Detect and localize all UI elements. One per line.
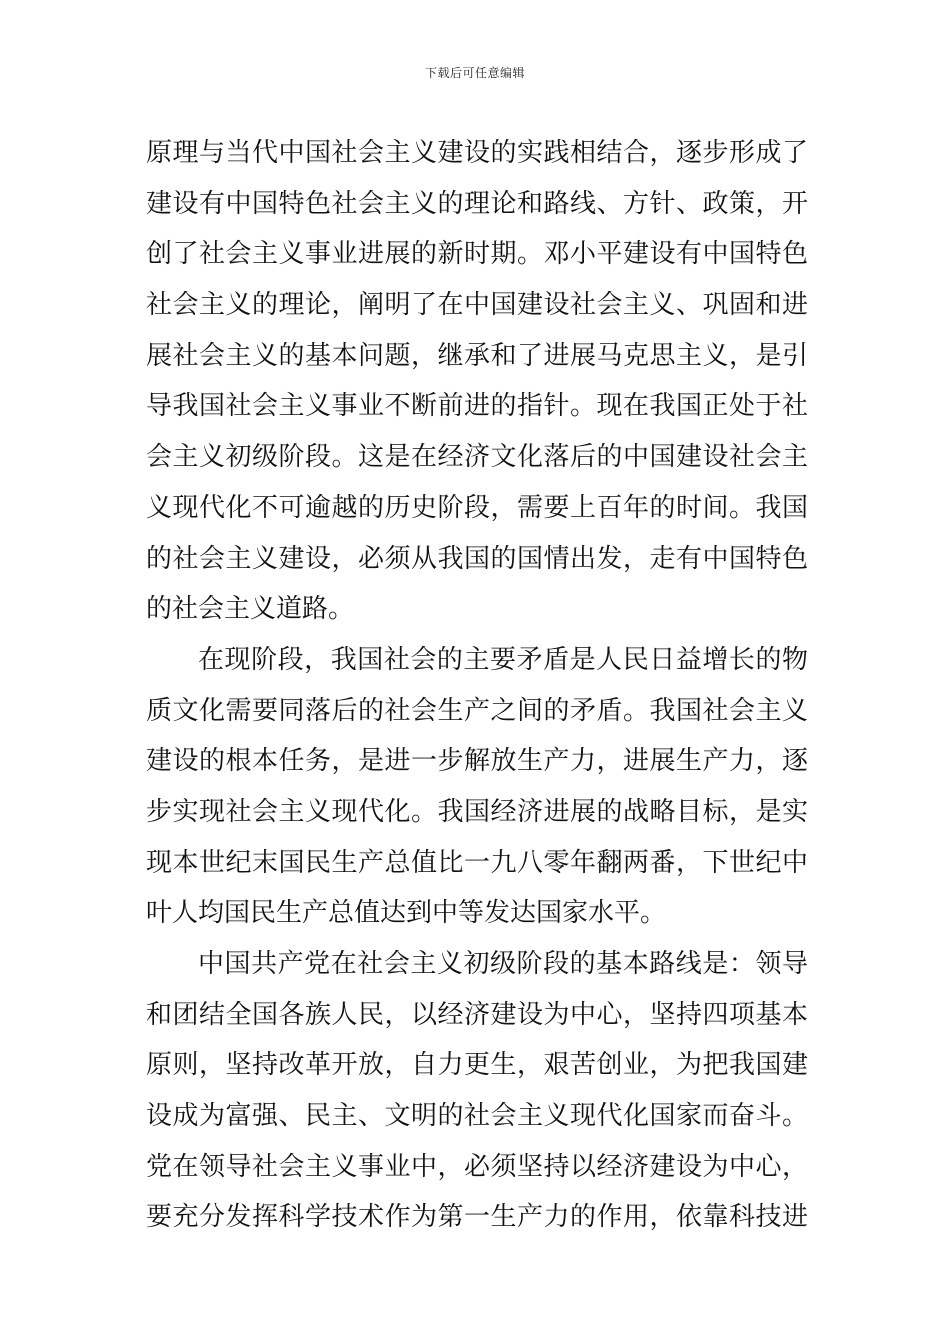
text-line: 步实现社会主义现代化。我国经济进展的战略目标，是实 [146, 796, 808, 827]
text-line: 要充分发挥科学技术作为第一生产力的作用，依靠科技进 [146, 1202, 808, 1233]
text-line: 质文化需要同落后的社会生产之间的矛盾。我国社会主义 [146, 695, 808, 726]
text-line: 和团结全国各族人民，以经济建设为中心，坚持四项基本 [146, 999, 808, 1030]
text-line: 现本世纪末国民生产总值比一九八零年翻两番，下世纪中 [146, 847, 808, 878]
text-line: 义现代化不可逾越的历史阶段，需要上百年的时间。我国 [146, 492, 808, 523]
text-line: 展社会主义的基本问题，继承和了进展马克思主义，是引 [146, 340, 808, 371]
text-line: 党在领导社会主义事业中，必须坚持以经济建设为中心， [146, 1151, 808, 1182]
text-line: 会主义初级阶段。这是在经济文化落后的中国建设社会主 [146, 442, 808, 473]
text-line: 原则，坚持改革开放，自力更生，艰苦创业，为把我国建 [146, 1050, 808, 1081]
text-line: 建设的根本任务，是进一步解放生产力，进展生产力，逐 [146, 746, 808, 777]
text-line: 社会主义的理论，阐明了在中国建设社会主义、巩固和进 [146, 290, 808, 321]
text-line: 原理与当代中国社会主义建设的实践相结合，逐步形成了 [146, 138, 808, 168]
text-line: 的社会主义建设，必须从我国的国情出发，走有中国特色 [146, 543, 808, 574]
text-line: 叶人均国民生产总值达到中等发达国家水平。 [146, 898, 667, 929]
document-body [146, 128, 808, 1243]
text-line: 的社会主义道路。 [146, 594, 355, 625]
text-line: 导我国社会主义事业不断前进的指针。现在我国正处于社 [146, 391, 808, 422]
text-line: 建设有中国特色社会主义的理论和路线、方针、政策，开 [146, 188, 808, 219]
text-line: 在现阶段，我国社会的主要矛盾是人民日益增长的物 [198, 644, 808, 675]
text-line: 设成为富强、民主、文明的社会主义现代化国家而奋斗。 [146, 1101, 808, 1132]
page-header: 下载后可任意编辑 [424, 66, 525, 80]
text-line: 中国共产党在社会主义初级阶段的基本路线是：领导 [198, 949, 808, 979]
text-line: 创了社会主义事业进展的新时期。邓小平建设有中国特色 [146, 239, 808, 270]
